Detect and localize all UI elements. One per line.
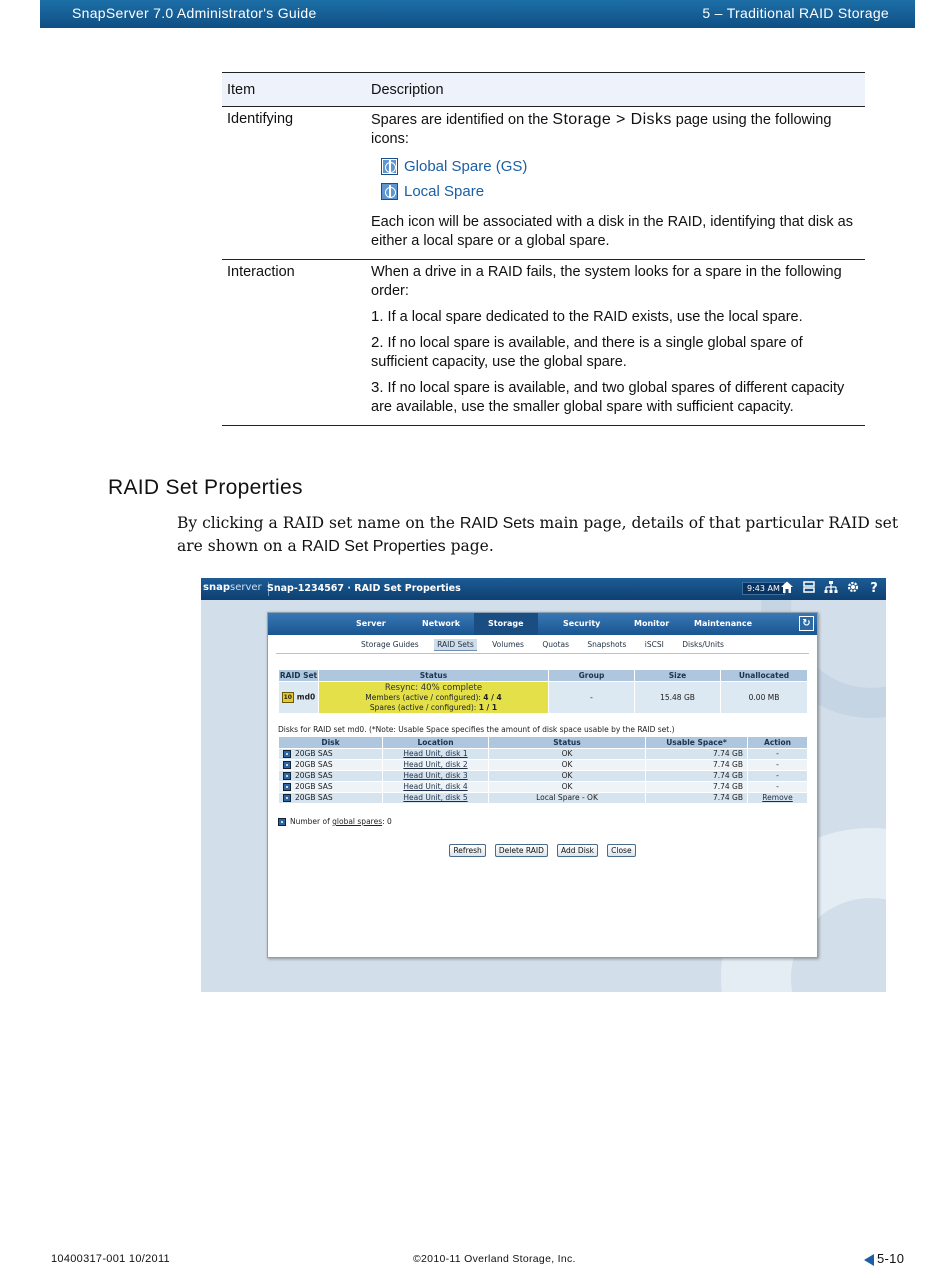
menu-reference: Storage > Disks (552, 111, 672, 128)
disk-action: - (748, 771, 808, 782)
subnav-storage-guides[interactable]: Storage Guides (361, 640, 419, 649)
global-spare-legend: Global Spare (GS) (381, 157, 860, 176)
disk-status: OK (489, 749, 646, 760)
disk-status: OK (489, 771, 646, 782)
column-header: RAID Set (279, 671, 318, 680)
global-spares-link[interactable]: global spares (332, 817, 383, 826)
nav-security[interactable]: Security (563, 619, 601, 628)
disk-action: - (748, 749, 808, 760)
column-header: Size (635, 670, 721, 682)
column-header: Usable Space* (646, 737, 748, 749)
disk-table (278, 736, 808, 804)
table-row: 20GB SAS Head Unit, disk 4 OK 7.74 GB - (279, 782, 808, 793)
help-icon[interactable]: ? (870, 581, 878, 596)
nav-network[interactable]: Network (422, 619, 461, 628)
step-item: 2. If no local spare is available, and there is a single global spare of sufficient capacity, use the global spare. (371, 334, 803, 370)
step-item: 1. If a local spare dedicated to the RAID exists, use the local spare. (371, 308, 803, 325)
delete-raid-button[interactable]: Delete RAID (495, 844, 548, 857)
disk-action: - (748, 782, 808, 793)
disks-note: Disks for RAID set md0. (*Note: Usable Space specifies the amount of disk space usable by the RAID set.) (278, 725, 675, 734)
raid-set-properties-screenshot (201, 578, 886, 992)
identifying-outro: Each icon will be associated with a disk in the RAID, identifying that disk as either a local spare or a global spare. (371, 214, 853, 249)
raid-level-badge: 10 (283, 694, 292, 701)
identifying-intro: Spares are identified on the Storage > Disks page using the following icons: (371, 111, 832, 147)
row-description (366, 107, 865, 260)
column-header-item: Item (222, 73, 366, 107)
column-header: Status (489, 737, 646, 749)
disk-location-link[interactable]: Head Unit, disk 5 (403, 793, 468, 802)
disk-usable-space: 7.74 GB (646, 749, 748, 760)
disk-icon (283, 783, 291, 791)
disk-icon (283, 750, 291, 758)
raid-set-table (278, 669, 808, 714)
subnav-volumes[interactable]: Volumes (492, 640, 524, 649)
disk-location-link[interactable]: Head Unit, disk 4 (403, 782, 468, 791)
breadcrumb: Snap-1234567 · RAID Set Properties (267, 583, 461, 594)
disk-status: OK (489, 760, 646, 771)
disk-icon (283, 772, 291, 780)
home-icon[interactable] (778, 580, 796, 598)
snapserver-logo: snapserver (203, 582, 269, 596)
disk-status: OK (489, 782, 646, 793)
column-header-description: Description (366, 73, 865, 107)
main-nav (268, 613, 817, 635)
header-guide-title: SnapServer 7.0 Administrator's Guide (72, 5, 317, 21)
divider (276, 653, 809, 654)
table-row: 20GB SAS Head Unit, disk 2 OK 7.74 GB - (279, 760, 808, 771)
raid-group: - (549, 682, 635, 714)
header-chapter-title: 5 – Traditional RAID Storage (702, 5, 889, 21)
local-spare-icon (381, 183, 398, 200)
gear-icon[interactable] (844, 580, 862, 598)
table-header-row (279, 737, 808, 749)
disk-action: - (748, 760, 808, 771)
nav-storage[interactable]: Storage (474, 613, 538, 635)
local-spare-legend: Local Spare (381, 182, 860, 201)
subnav-quotas[interactable]: Quotas (542, 640, 570, 649)
clock: 9:43 AM (742, 582, 785, 595)
action-buttons (268, 838, 817, 857)
subnav-raid-sets[interactable]: RAID Sets (434, 639, 477, 651)
refresh-icon[interactable]: ↻ (799, 616, 814, 631)
table-row-interaction (222, 260, 865, 426)
interaction-intro: When a drive in a RAID fails, the system looks for a spare in the following order: (371, 264, 842, 299)
app-topbar (201, 578, 886, 600)
section-body: By clicking a RAID set name on the RAID Sets main page, details of that particular RAID set are shown on a RAID Set Properties page. (177, 514, 899, 555)
table-row (279, 682, 808, 714)
row-item: Interaction (222, 260, 366, 426)
storage-subnav (268, 639, 817, 651)
global-spare-icon (381, 158, 398, 175)
step-item: 3. If no local spare is available, and two global spares of different capacity are available, use the smaller global spare with sufficient capacity. (371, 379, 845, 415)
nav-monitor[interactable]: Monitor (634, 619, 670, 628)
footer-page-number[interactable]: 5-10 (864, 1251, 904, 1266)
add-disk-button[interactable]: Add Disk (557, 844, 598, 857)
properties-panel (267, 612, 818, 958)
global-spares-count: Number of global spares: 0 (278, 817, 392, 826)
table-row-identifying (222, 107, 865, 260)
disk-location-link[interactable]: Head Unit, disk 3 (403, 771, 468, 780)
global-spare-icon (278, 818, 286, 826)
raid-status: Resync: 40% complete Members (active / configured): 4 / 4 Spares (active / configured): 1 / 1 (319, 682, 549, 714)
row-description (366, 260, 865, 426)
table-row: 20GB SAS Head Unit, disk 5 Local Spare - OK 7.74 GB Remove (279, 793, 808, 804)
table-row: 20GB SAS Head Unit, disk 3 OK 7.74 GB - (279, 771, 808, 782)
row-item: Identifying (222, 107, 366, 260)
refresh-button[interactable]: Refresh (449, 844, 485, 857)
column-header: Location (383, 737, 489, 749)
column-header: Status (319, 670, 549, 682)
tree-icon[interactable] (822, 580, 840, 598)
column-header: Unallocated (721, 670, 808, 682)
section-title: RAID Set Properties (108, 476, 303, 499)
subnav-disks-units[interactable]: Disks/Units (682, 640, 724, 649)
disk-usable-space: 7.74 GB (646, 760, 748, 771)
close-button[interactable]: Close (607, 844, 635, 857)
page-header (40, 0, 915, 28)
subnav-snapshots[interactable]: Snapshots (587, 640, 627, 649)
table-header-row (222, 73, 865, 107)
disk-icon (283, 761, 291, 769)
disk-usable-space: 7.74 GB (646, 782, 748, 793)
raid-set-name[interactable]: 10 md0 (279, 682, 319, 714)
column-header: Disk (279, 737, 383, 749)
column-header: Action (748, 737, 808, 749)
nav-server[interactable]: Server (356, 619, 386, 628)
disk-usable-space: 7.74 GB (646, 771, 748, 782)
nav-maintenance[interactable]: Maintenance (694, 619, 753, 628)
disk-usable-space: 7.74 GB (646, 793, 748, 804)
table-header-row (279, 670, 808, 682)
back-arrow-icon[interactable] (864, 1254, 874, 1266)
subnav-iscsi[interactable]: iSCSI (644, 640, 664, 649)
ui-reference: RAID Sets (459, 515, 535, 532)
remove-spare-link[interactable]: Remove (762, 793, 793, 802)
table-row: 20GB SAS Head Unit, disk 1 OK 7.74 GB - (279, 749, 808, 760)
raid-unallocated: 0.00 MB (721, 682, 808, 714)
footer-doc-number: 10400317-001 10/2011 (51, 1253, 170, 1265)
local-spare-icon (283, 794, 291, 802)
disk-status: Local Spare - OK (489, 793, 646, 804)
ui-reference: RAID Set Properties (301, 538, 446, 555)
column-header: Group (549, 670, 635, 682)
raid-size: 15.48 GB (635, 682, 721, 714)
network-icon[interactable] (800, 580, 818, 598)
disk-location-link[interactable]: Head Unit, disk 1 (403, 749, 468, 758)
spares-table (222, 72, 865, 426)
disk-location-link[interactable]: Head Unit, disk 2 (403, 760, 468, 769)
footer-copyright: ©2010-11 Overland Storage, Inc. (413, 1253, 576, 1265)
